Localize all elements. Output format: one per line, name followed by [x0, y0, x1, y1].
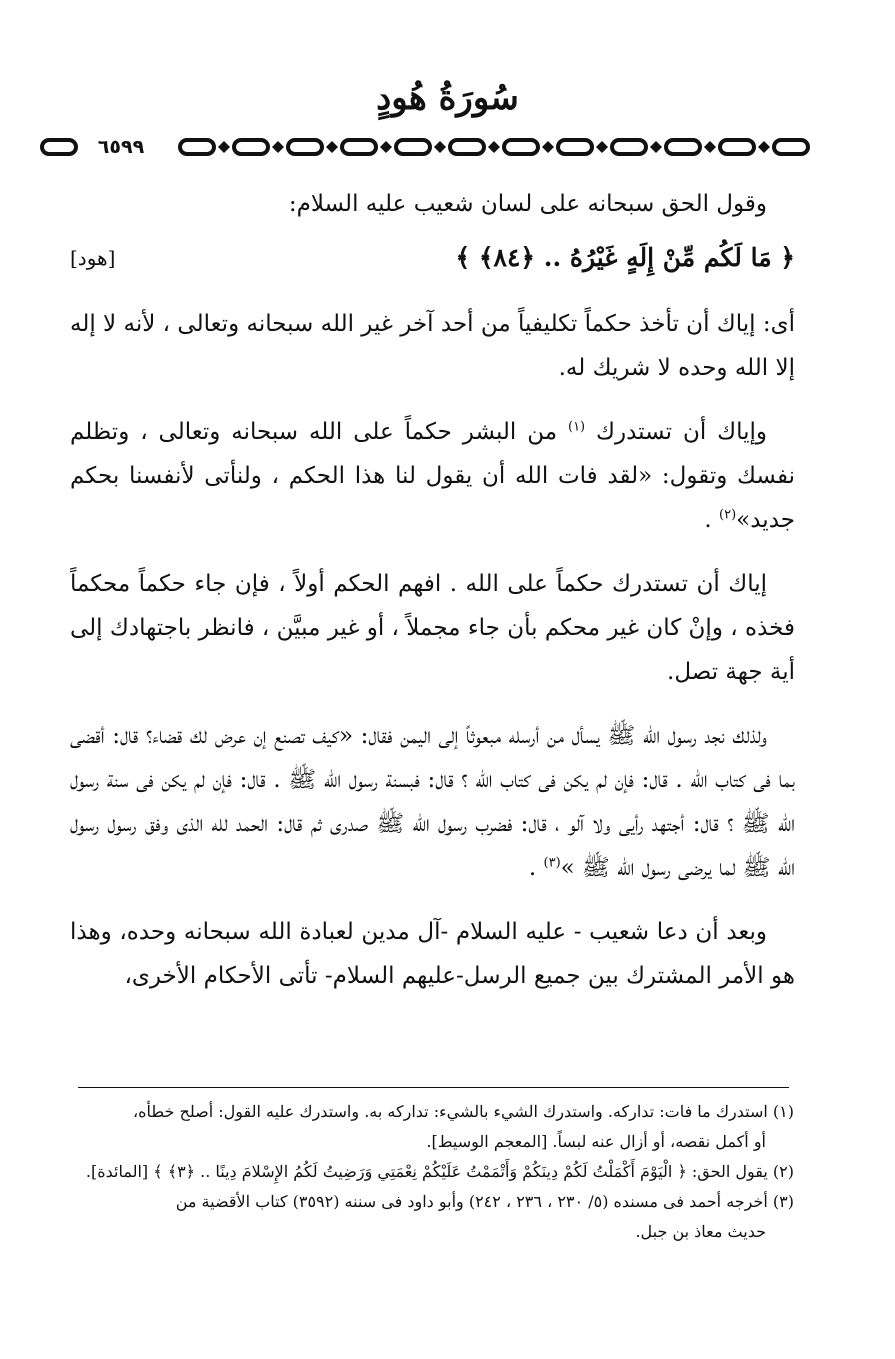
rule-link-8 — [504, 140, 538, 154]
footnote-ref-2: (٢) — [719, 507, 737, 523]
quran-verse: ﴿ مَا لَكُم مِّنْ إِلَهٍ غَيْرُهُ .. ﴿٨٤﴾ ﴾ — [455, 243, 795, 272]
paragraph-2-end: . — [704, 507, 712, 533]
paragraph-2-text-a: وإياك أن تستدرك — [596, 419, 768, 445]
paragraph-1: أى: إياك أن تأخذ حكماً تكليفياً من أحد آخر غير الله سبحانه وتعالى ، لأنه لا إله إلا الله وحده لا شريك له. — [70, 311, 795, 381]
rule-link-13 — [774, 140, 808, 154]
rule-link-7 — [450, 140, 484, 154]
rule-link-11 — [666, 140, 700, 154]
rule-link-3 — [234, 140, 268, 154]
footnote-ref-1: (١) — [567, 419, 586, 435]
rule-link-9 — [558, 140, 592, 154]
verse-reference: [هود] — [70, 246, 116, 270]
footnote-ref-3: (٣) — [543, 855, 561, 871]
paragraph-3: إياك أن تستدرك حكماً على الله . افهم الحكم أولاً ، فإن جاء حكماً محكماً فخذه ، وإنْ كان غير محكم بأن جاء مجملاً ، أو غير مبيَّن ، فانظر باجتهادك إلى أية جهة تصل. — [70, 571, 795, 685]
verse-line — [70, 236, 795, 280]
rule-link-4 — [288, 140, 322, 154]
paragraph-4-text: ولذلك نجد رسول الله ﷺ يسأل من أرسله مبعوثاً إلى اليمن فقال: «كيف تصنع إن عرض لك قضاء؟ قال: أقضى بما فى كتاب الله . قال: فإن لم يكن فى كتاب الله ؟ قال: فبسنة رسول الله ﷺ . قال: فإن لم يكن فى سنة رسول الله ﷺ ؟ قال: أجتهد رأيى ولا آلو ، قال: فضرب رسول الله ﷺ صدرى ثم قال: الحمد لله الذى وفق رسول رسول الله ﷺ لما يرضى رسول الله ﷺ » — [70, 723, 795, 881]
rule-link-6 — [396, 140, 430, 154]
main-text — [70, 182, 795, 1018]
paragraph-5: وبعد أن دعا شعيب - عليه السلام -آل مدين لعبادة الله سبحانه وحده، وهذا هو الأمر المشترك بين جميع الرسل-عليهم السلام- تأتى الأحكام الأخرى، — [70, 919, 795, 989]
page-number: ٦٥٩٩ — [86, 136, 156, 158]
footnotes — [72, 1097, 794, 1247]
paragraph-4-end: . — [528, 855, 537, 881]
footnote-1: (١) استدرك ما فات: تداركه. واستدرك الشيء بالشيء: تداركه به. واستدرك عليه القول: أصلح خطأه، — [133, 1102, 794, 1121]
paragraph-4 — [70, 714, 795, 890]
paragraph-2-text-b: من البشر حكماً على الله سبحانه وتعالى ، وتظلم نفسك وتقول: «لقد فات الله أن يقول لنا هذا الحكم ، ولنأتى لأنفسنا بحكم جديد» — [70, 419, 795, 533]
rule-link-10 — [612, 140, 646, 154]
paragraph-2 — [70, 410, 795, 542]
footnote-divider — [78, 1087, 789, 1088]
rule-link-12 — [720, 140, 754, 154]
footnote-3: (٣) أخرجه أحمد فى مسنده (٥/ ٢٣٠ ، ٢٣٦ ، ٢٤٢) وأبو داود فى سننه (٣٥٩٢) كتاب الأقضية من — [175, 1192, 794, 1211]
footnote-2: (٢) يقول الحق: ﴿ الْيَوْمَ أَكْمَلْتُ لَكُمْ دِينَكُمْ وَأَتْمَمْتُ عَلَيْكُمْ نِعْمَتِي وَرَضِيتُ لَكُمُ الإِسْلامَ دِينًا .. ﴿٣﴾ ﴾ [المائدة]. — [85, 1162, 794, 1181]
rule-link-1 — [42, 140, 76, 154]
intro-paragraph: وقول الحق سبحانه على لسان شعيب عليه السلام: — [288, 191, 767, 217]
footnote-3-continued: حديث معاذ بن جبل. — [635, 1222, 766, 1241]
rule-link-5 — [342, 140, 376, 154]
rule-link-2 — [180, 140, 214, 154]
surah-title: سُورَةُ هُودٍ — [376, 78, 519, 118]
footnote-1-continued: أو أكمل نقصه، أو أزال عنه لبساً. [المعجم الوسيط]. — [426, 1132, 766, 1151]
